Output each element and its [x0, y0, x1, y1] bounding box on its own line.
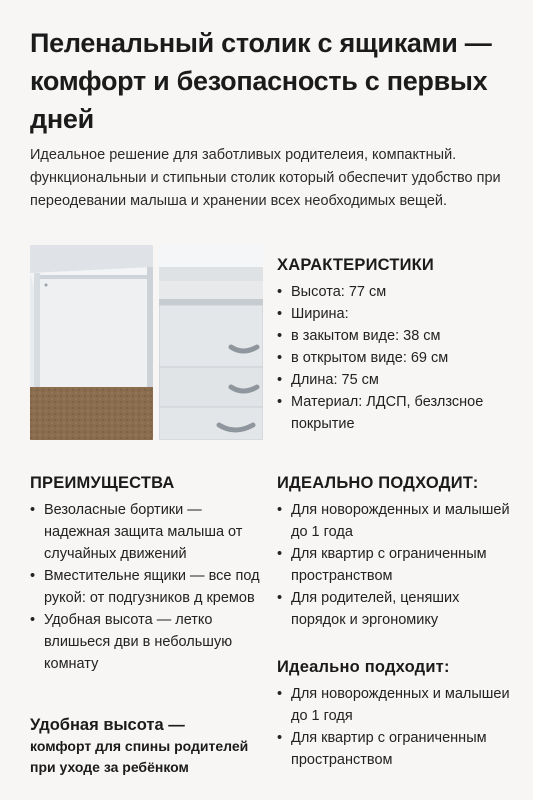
ideal-fit-item: • Для родителей, ценяших порядок и эргономику [277, 587, 517, 631]
changing-table-top-illustration [30, 245, 153, 440]
spec-item-height: • Высота: 77 см [277, 281, 512, 303]
spec-item-material: • Материал: ЛДСП, безлзсное покрытие [277, 391, 512, 435]
characteristics-list [277, 281, 512, 435]
characteristics-heading: ХАРАКТЕРИСТИКИ [277, 256, 434, 274]
advantages-list [30, 499, 260, 675]
advantage-item: • Везоласные бортики — надежная защита малыша от случайных движений [30, 499, 260, 565]
ideal-fit-heading-secondary: Идеально подходит: [277, 658, 450, 676]
comfort-heading: Удобная высота — [30, 716, 185, 734]
ideal-fit-item: • Для новорожденных и малышей до 1 года [277, 499, 517, 543]
ideal-fit-list [277, 499, 517, 631]
page-title: Пеленальный столик с ящиками — комфорт и безопасность с первых дней [30, 28, 492, 134]
intro-text: Идеальное решение для заботливых родителеия, компактный. функциональныи и стипьныи столик который обеспечит удобство при переодевании малыша и хранении всех необходимых вещей. [30, 147, 501, 209]
advantage-item: • Удобная высота — летко влишьеся дви в небольшую комнату [30, 609, 260, 675]
spec-item-width-open: • в открытом виде: 69 см [277, 347, 512, 369]
ideal-fit-item: • Для квартир с ограниченным пространством [277, 727, 517, 771]
comfort-subtitle: комфорт для спины родителей при уходе за ребёнком [30, 738, 249, 775]
ideal-fit-item: • Для новорожденных и малышеи до 1 годя [277, 683, 517, 727]
changing-table-drawers-illustration [159, 245, 263, 440]
spec-item-width-closed: • в закытом виде: 38 см [277, 325, 512, 347]
spec-item-width: • Ширина: [277, 303, 512, 325]
spec-item-length: • Длина: 75 см [277, 369, 512, 391]
comfort-callout [30, 714, 260, 778]
changing-table-drawers-photo [159, 245, 263, 440]
ideal-fit-list-secondary [277, 683, 517, 771]
ideal-fit-heading: ИДЕАЛЬНО ПОДХОДИТ: [277, 474, 479, 492]
advantage-item: • Вместительне ящики — все под рукой: от подгузников д кремов [30, 565, 260, 609]
changing-table-top-photo [30, 245, 153, 440]
ideal-fit-item: • Для квартир с ограниченным пространством [277, 543, 517, 587]
advantages-heading: ПРЕИМУЩЕСТВА [30, 474, 175, 492]
